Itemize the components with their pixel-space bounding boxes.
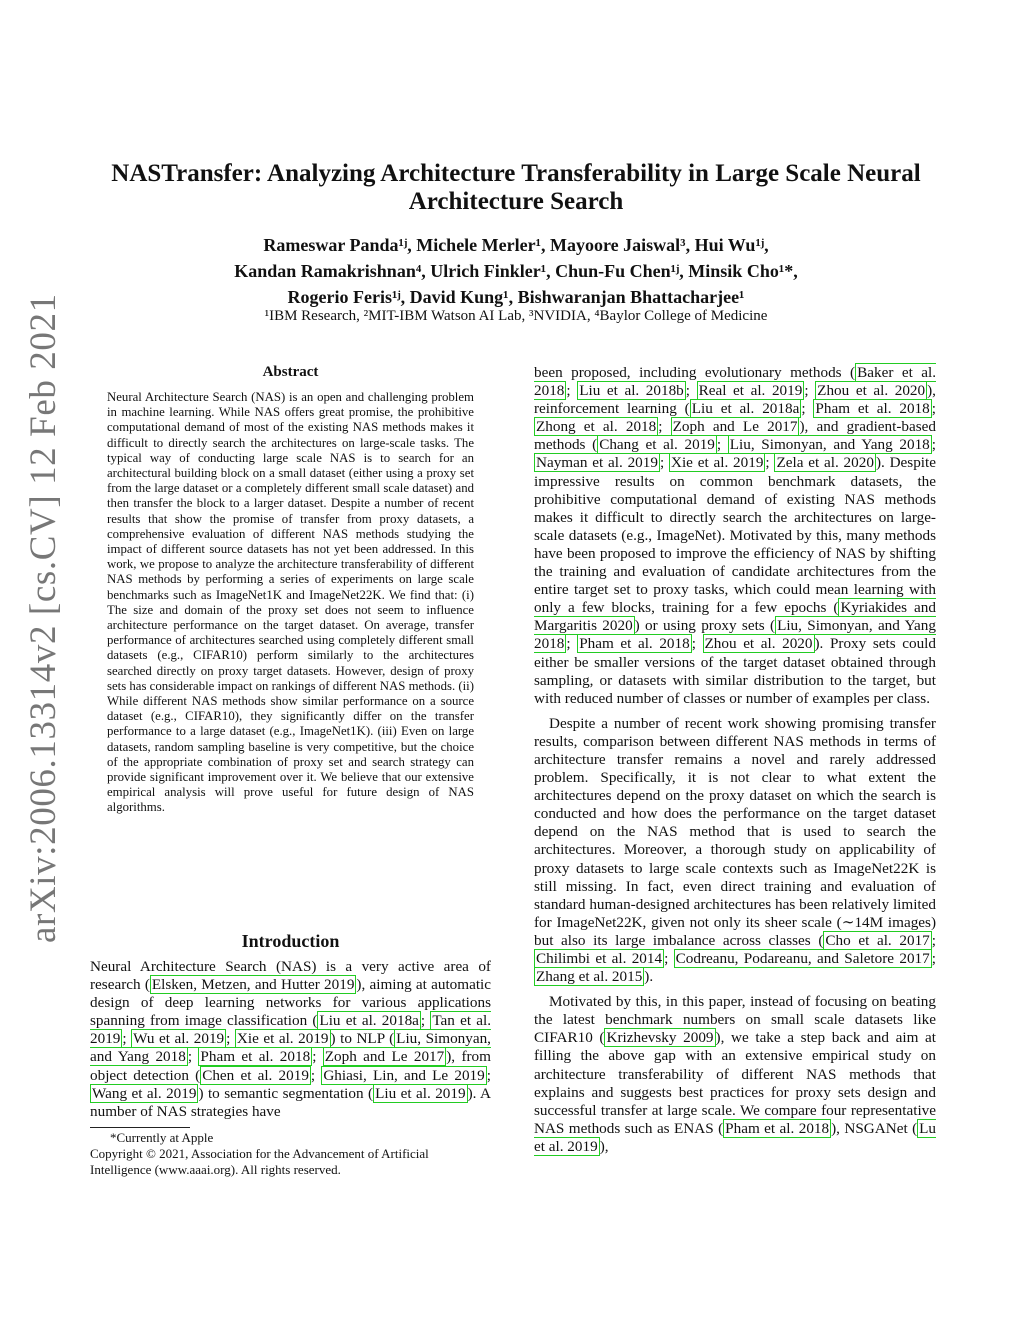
citation-link[interactable]: Pham et al. 2018 — [200, 1048, 311, 1066]
authors-line-2: Kandan Ramakrishnan⁴, Ulrich Finkler¹, Chun-Fu Chen¹ʲ, Minsik Cho¹*, — [234, 261, 798, 281]
copyright-notice: Copyright © 2021, Association for the Advancement of Artificial Intelligence (www.aaai.org). All rights reserved. — [90, 1146, 429, 1177]
citation-link[interactable]: Tan et al. 2019 — [90, 1012, 491, 1048]
citation-link[interactable]: Zoph and Le 2017 — [324, 1048, 445, 1066]
right-column — [534, 364, 936, 1156]
footnote-note: *Currently at Apple — [110, 1130, 214, 1145]
footnote-rule — [90, 1127, 190, 1128]
left-column — [90, 930, 491, 1121]
citation-link[interactable]: Real et al. 2019 — [698, 382, 803, 400]
citation-link[interactable]: Liu et al. 2019 — [375, 1084, 466, 1102]
paper-title: NASTransfer: Analyzing Architecture Transferability in Large Scale Neural Architecture Search — [111, 160, 921, 215]
citation-link[interactable]: Liu, Simonyan, and Yang 2018 — [534, 617, 936, 653]
citation-link[interactable]: Chen et al. 2019 — [202, 1066, 309, 1084]
citation-link[interactable]: Wu et al. 2019 — [133, 1030, 225, 1048]
citation-link[interactable]: Liu, Simonyan, and Yang 2018 — [729, 436, 930, 454]
citation-link[interactable]: Pham et al. 2018 — [579, 635, 690, 653]
arxiv-identifier[interactable]: arXiv:2006.13314v2 [cs.CV] 12 Feb 2021 — [23, 293, 64, 943]
abstract-heading: Abstract — [262, 364, 319, 380]
citation-link[interactable]: Liu, Simonyan, and Yang 2018 — [90, 1030, 491, 1066]
citation-link[interactable]: Chang et al. 2019 — [599, 436, 715, 454]
citation-link[interactable]: Cho et al. 2017 — [825, 931, 930, 949]
citation-link[interactable]: Liu et al. 2018b — [579, 382, 684, 400]
citation-link[interactable]: Krizhevsky 2009 — [606, 1029, 714, 1047]
footnote — [90, 1130, 491, 1178]
citation-link[interactable]: Zhong et al. 2018 — [536, 418, 657, 436]
intro-paragraph-3: Motivated by this, in this paper, instead of focusing on beating the latest benchmark numbers on small scale datasets like CIFAR10 ( Krizhevsky 2009 ), we take a step back and aim at filling the above gap with an extensive empirical study on architecture transferability of different NAS methods that explains and suggests best practices for proxy sets design and successful transfer at large scale. We compare four representative NAS methods such as ENAS ( Pham et al. 2018 ), NSGANet ( Lu et al. 2019 ), — [534, 993, 937, 1155]
citation-link[interactable]: Lu et al. 2019 — [534, 1119, 937, 1155]
citation-link[interactable]: Chilimbi et al. 2014 — [536, 950, 663, 967]
authors-line-3: Rogerio Feris¹ʲ, David Kung¹, Bishwaranjan Bhattacharjee¹ — [287, 287, 745, 307]
introduction-heading: Introduction — [241, 931, 340, 951]
intro-paragraph-2: Despite a number of recent work showing promising transfer results, comparison between different NAS methods in terms of architecture transfer remains a novel and rarely addressed problem. Specifically, it is not clear to what extent the architectures depend on the proxy dataset on which the search is conducted and how does the performance on the target dataset depend on the NAS method that is used to search the architectures. Moreover, a thorough study on applicability of proxy datasets to large scale contexts such as ImageNet22K is still missing. In fact, even direct training and evaluation of standard human-designed architectures has been relatively limited for ImageNet22K, given not only its sheer scale (∼14M images) but also its large imbalance across classes ( Cho et al. 2017 ; Chilimbi et al. 2014 ; Codreanu, Podareanu, and Saletore 2017 ; Zhang et al. 2015 ). — [534, 714, 936, 986]
author-list — [90, 232, 942, 310]
citation-link[interactable]: Liu et al. 2018a — [691, 400, 800, 418]
citation-link[interactable]: Wang et al. 2019 — [92, 1084, 197, 1102]
citation-link[interactable]: Pham et al. 2018 — [815, 400, 930, 418]
citation-link[interactable]: Pham et al. 2018 — [725, 1119, 830, 1137]
citation-link[interactable]: Zhou et al. 2020 — [817, 382, 926, 400]
citation-link[interactable]: Ghiasi, Lin, and Le 2019 — [323, 1066, 485, 1084]
citation-link[interactable]: Xie et al. 2019 — [236, 1030, 329, 1048]
citation-link[interactable]: Zhou et al. 2020 — [704, 635, 813, 653]
citation-link[interactable]: Codreanu, Podareanu, and Saletore 2017 — [675, 950, 930, 967]
citation-link[interactable]: Zoph and Le 2017 — [672, 418, 798, 436]
abstract-text: Neural Architecture Search (NAS) is an open and challenging problem in machine learning. While NAS offers great promise, the prohibitive computational demand of most of the existing NAS methods makes it difficult to directly search the architectures on large-scale tasks. The typical way of conducting large scale NAS is to search for an architectural building block on a small dataset (either using a proxy set from the large dataset or a completely different small scale dataset) and then transfer the block to a larger dataset. Despite a number of recent results that show the promise of transfer from proxy datasets, a comprehensive evaluation of different NAS methods studying the impact of different source datasets has not yet been addressed. In this work, we propose to analyze the architecture transferability of different NAS methods by performing a series of experiments on large scale benchmarks such as ImageNet1K and ImageNet22K. We find that: (i) The size and domain of the proxy set does not seem to influence architecture performance on the target dataset. On average, transfer performance of architectures searched using completely different small datasets (e.g., CIFAR10) perform similarly to the architectures searched directly on proxy target datasets. However, design of proxy sets has considerable impact on rankings of different NAS methods. (ii) While different NAS methods show similar performance on a source dataset (e.g., CIFAR10), they significantly differ on the transfer performance to a large dataset (e.g., ImageNet1K). (iii) Even on large datasets, random sampling baseline is very competitive, but the choice of the appropriate combination of proxy set and search strategy can provide significant improvement over it. We believe that our extensive empirical analysis will prove useful for future design of NAS algorithms. — [107, 390, 474, 815]
citation-link[interactable]: Baker et al. 2018 — [534, 364, 937, 400]
citation-link[interactable]: Xie et al. 2019 — [670, 454, 764, 472]
authors-line-1: Rameswar Panda¹ʲ, Michele Merler¹, Mayoore Jaiswal³, Hui Wu¹ʲ, — [263, 235, 769, 255]
citation-link[interactable]: Elsken, Metzen, and Hutter 2019 — [151, 976, 355, 994]
citation-link[interactable]: Zela et al. 2020 — [776, 454, 874, 472]
intro-paragraph-1-continued: been proposed, including evolutionary methods ( Baker et al. 2018 ; Liu et al. 2018b ; Real et al. 2019 ; Zhou et al. 2020 ), reinforcement learning ( Liu et al. 2018a ; Pham et al. 2018 ; Zhong et al. 2018 ; Zoph and Le 2017 ), and gradient-based methods ( Chang et al. 2019 ; Liu, Simonyan, and Yang 2018 ; Nayman et al. 2019 ; Xie et al. 2019 ; Zela et al. 2020 ). Despite impressive results on common benchmark datasets, the prohibitive computational demand of existing NAS methods makes it difficult to directly search the architectures on large-scale datasets (e.g., ImageNet). Motivated by this, many methods have been proposed to improve the efficiency of NAS by shifting the training and evaluation of candidate architectures from the entire target set to proxy tasks, which could mean learning with only a few blocks, training for a few epochs ( Kyriakides and Margaritis 2020 ) or using proxy sets ( Liu, Simonyan, and Yang 2018 ; Pham et al. 2018 ; Zhou et al. 2020 ). Proxy sets could either be smaller versions of the target dataset obtained through sampling, or datasets with similar distribution to the target, but with reduced number of classes or number of examples per class. — [534, 364, 937, 707]
citation-link[interactable]: Liu et al. 2018a — [319, 1012, 419, 1030]
affiliations: ¹IBM Research, ²MIT-IBM Watson AI Lab, ³NVIDIA, ⁴Baylor College of Medicine — [264, 308, 768, 324]
citation-link[interactable]: Zhang et al. 2015 — [536, 968, 643, 986]
citation-link[interactable]: Nayman et al. 2019 — [536, 454, 658, 472]
citation-link[interactable]: Kyriakides and Margaritis 2020 — [534, 599, 936, 635]
intro-paragraph-1: Neural Architecture Search (NAS) is a very active area of research ( Elsken, Metzen, and Hutter 2019 ), aiming at automatic design of deep learning networks for various applications spanning from image classification ( Liu et al. 2018a ; Tan et al. 2019 ; Wu et al. 2019 ; Xie et al. 2019 ) to NLP ( Liu, Simonyan, and Yang 2018 ; Pham et al. 2018 ; Zoph and Le 2017 ), from object detection ( Chen et al. 2019 ; Ghiasi, Lin, and Le 2019 ; Wang et al. 2019 ) to semantic segmentation ( Liu et al. 2019 ). A number of NAS strategies have — [90, 958, 492, 1120]
